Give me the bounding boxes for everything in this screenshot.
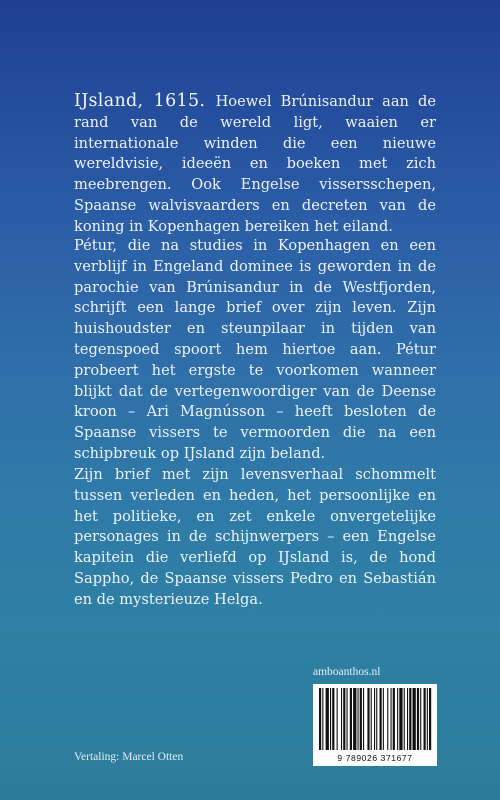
barcode-bar: [322, 688, 323, 750]
barcode-bar: [387, 688, 388, 750]
barcode-bar: [358, 688, 359, 750]
barcode-bar: [393, 688, 395, 750]
translator-credit: Vertaling: Marcel Otten: [74, 751, 184, 763]
barcode-bar: [399, 688, 402, 750]
barcode-bar: [347, 688, 348, 750]
barcode-bars-icon: [317, 688, 433, 752]
place-and-year: IJsland, 1615.: [74, 91, 216, 111]
isbn-number: 9 789026 371677: [337, 753, 413, 763]
barcode-bar: [383, 688, 384, 750]
barcode-bar: [332, 688, 334, 750]
barcode-bar: [404, 688, 405, 750]
barcode-bar: [343, 688, 345, 750]
barcode-bar: [360, 688, 362, 750]
barcode-bar: [413, 688, 416, 750]
barcode-bar: [371, 688, 372, 750]
barcode-bar: [391, 688, 392, 750]
barcode-bar: [341, 688, 342, 750]
barcode-bar: [363, 688, 364, 750]
blurb-paragraph-1: [74, 91, 436, 238]
barcode-bar: [353, 688, 356, 750]
barcode-bar: [429, 688, 431, 750]
publisher-website: amboanthos.nl: [313, 666, 381, 678]
barcode-bar: [424, 688, 426, 750]
barcode-bar: [367, 688, 369, 750]
barcode-bar: [374, 688, 375, 750]
isbn-barcode: [313, 684, 437, 766]
barcode-bar: [326, 688, 329, 750]
barcode-bar: [380, 688, 382, 750]
barcode-bar: [350, 688, 352, 750]
barcode-bar: [407, 688, 408, 750]
barcode-bar: [330, 688, 331, 750]
barcode-bar: [376, 688, 377, 750]
barcode-bar: [319, 688, 321, 750]
barcode-bar: [417, 688, 419, 750]
blurb-paragraph-2: Pétur, die na studies in Kopenhagen en een verblijf in Engeland dominee is geworden in de parochie van Brúnisandur in de Westfjorden, schrijft een lange brief over zijn leven. Zijn huishoudster en steunpilaar in tijden van tegenspoed spoort hem hiertoe aan. Pétur probeert het ergste te voorkomen wanneer blijkt dat de vertegenwoordiger van de Deense kroon – Ari Magnússon – heeft besloten de Spaanse vissers te vermoorden die na een schipbreuk op IJsland zijn beland.: [74, 237, 436, 462]
barcode-bar: [409, 688, 411, 750]
barcode-bar: [397, 688, 398, 750]
blurb-paragraph-3: Zijn brief met zijn levensverhaal schommelt tussen verleden en heden, het persoonlijke en het politieke, en zet enkele onvergetelijke personages in de schijnwerpers – een Engelse kapitein die verliefd op IJsland is, de hond Sappho, de Spaanse vissers Pedro en Sebastián en de mysterieuze Helga.: [74, 466, 436, 608]
barcode-bar: [427, 688, 428, 750]
paragraph-1-text: Hoewel Brúnisandur aan de rand van de wereld ligt, waaien er internationale winden die een nieuwe wereldvisie, ideeën en boeken met zich meebrengen. Ook Engelse vissersschepen, Spaanse walvisvaarders en decreten van de koning in Kopenhagen bereiken het eiland.: [74, 93, 436, 235]
barcode-bar: [420, 688, 421, 750]
barcode-bar: [337, 688, 338, 750]
